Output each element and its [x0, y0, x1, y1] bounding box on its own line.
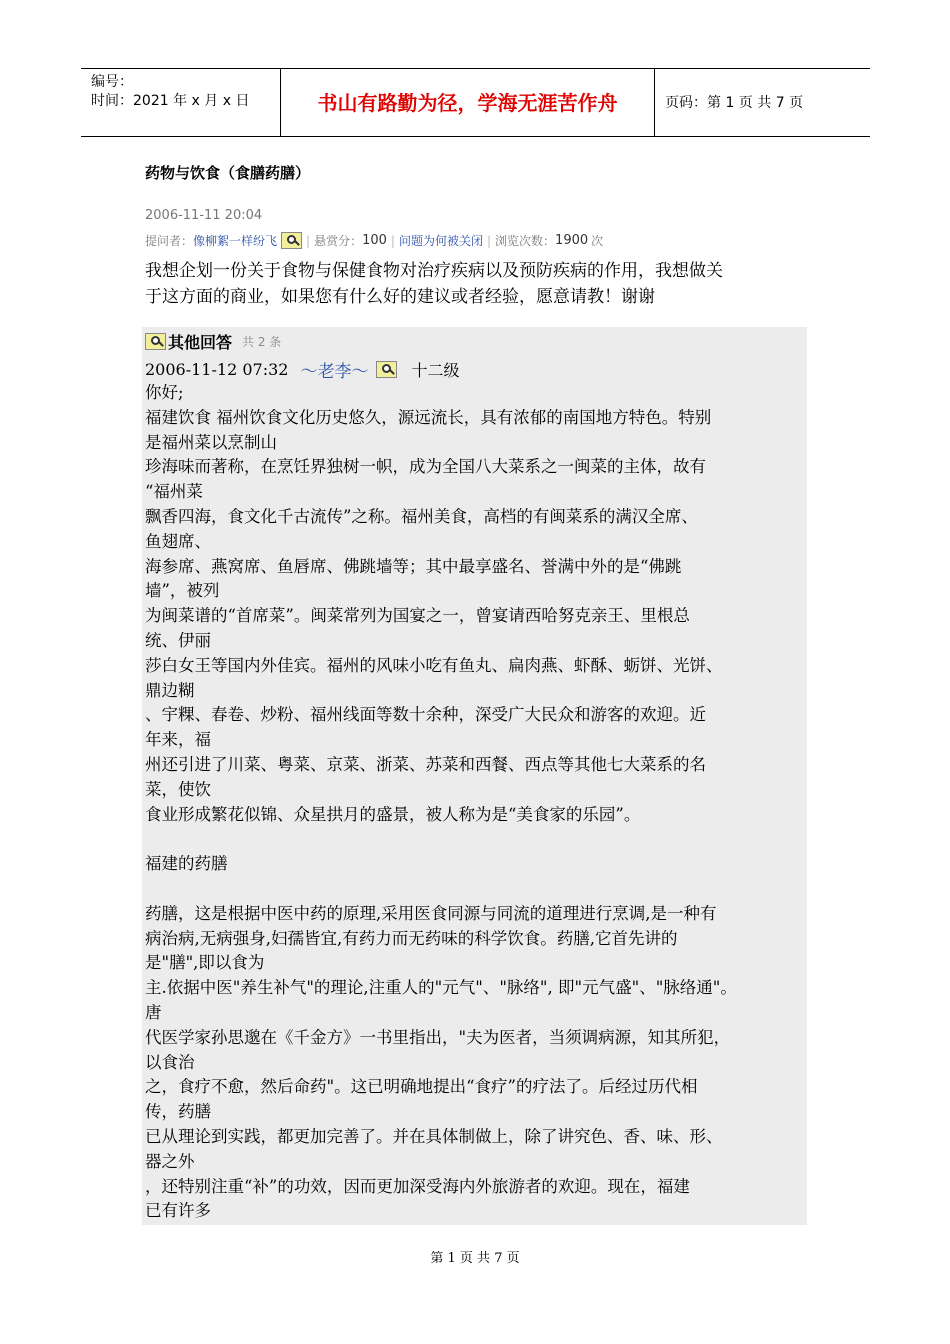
answer-line: 食业形成繁花似锦、众星拱月的盛景，被人称为是“美食家的乐园”。: [145, 804, 641, 824]
answer-line: 年来，福: [145, 730, 211, 750]
asker-label: 提问者：: [145, 234, 194, 248]
doc-time-label: 时间：2021 年 x 月 x 日: [91, 93, 250, 109]
reward-value: 100: [362, 233, 387, 248]
answer-line: 是"膳",即以食为: [145, 953, 265, 973]
answer-line: 珍海味而著称，在烹饪界独树一帜，成为全国八大菜系之一闽菜的主体，故有: [145, 457, 706, 477]
answer-user-level: 十二级: [411, 361, 460, 380]
answer-line: 已从理论到实践，都更加完善了。并在具体制做上，除了讲究色、香、味、形、: [145, 1126, 723, 1146]
answer-line: 莎白女王等国内外佳宾。福州的风味小吃有鱼丸、扁肉燕、虾酥、蛎饼、光饼、: [145, 655, 723, 675]
meta-divider: |: [486, 233, 492, 248]
answer-line: 鱼翅席、: [145, 531, 211, 551]
answer-spacer: [145, 877, 807, 902]
answer-line: 墙”，被列: [145, 581, 220, 601]
question-line: 于这方面的商业，如果您有什么好的建议或者经验，愿意请教！谢谢: [145, 287, 655, 307]
question-meta: [145, 232, 603, 249]
user-card-icon[interactable]: [281, 232, 302, 249]
views-unit: 次: [591, 234, 604, 248]
answer-line: 你好;: [145, 383, 184, 402]
user-card-icon[interactable]: [376, 361, 397, 378]
answer-line: 药膳，这是根据中医中药的原理,采用医食同源与同流的道理进行烹调,是一种有: [145, 903, 717, 923]
answer-line: 器之外: [145, 1151, 195, 1171]
doc-number-label: 编号：: [91, 74, 133, 90]
answer-line: 以食治: [145, 1052, 195, 1072]
header-page-cell: [655, 69, 870, 136]
answer-line: 之，食疗不愈，然后命药"。这已明确地提出“食疗”的疗法了。后经过历代相: [145, 1077, 698, 1097]
asker-link[interactable]: 像柳絮一样纷飞: [193, 234, 278, 248]
answer-line: 主.依据中医"养生补气"的理论,注重人的"元气"、"脉络", 即"元气盛"、"脉络通"。: [145, 978, 737, 998]
views-label: 浏览次数：: [495, 234, 556, 248]
answers-icon: [145, 333, 166, 350]
answer-line: 已有许多: [145, 1201, 211, 1221]
page-footer: 第 1 页 共 7 页: [430, 1251, 520, 1266]
answers-heading-row: [145, 330, 281, 353]
answer-line: 传，药膳: [145, 1102, 211, 1122]
answer-line: 菜，使饮: [145, 779, 211, 799]
answer-body: [145, 381, 807, 1224]
answers-panel: [142, 327, 807, 1225]
answer-line: 鼎边糊: [145, 680, 195, 700]
header-motto-cell: [281, 69, 655, 136]
answer-line: 代医学家孙思邈在《千金方》一书里指出，"夫为医者，当须调病源，知其所犯，: [145, 1027, 731, 1047]
reward-label: 悬赏分：: [314, 234, 363, 248]
answer-line: 是福州菜以烹制山: [145, 432, 277, 452]
question-line: 我想企划一份关于食物与保健食物对治疗疾病以及预防疾病的作用，我想做关: [145, 261, 723, 281]
answer-line: ，还特别注重“补”的功效，因而更加深受海内外旅游者的欢迎。现在，福建: [145, 1176, 690, 1196]
answer-user-link[interactable]: ～老李～: [300, 362, 369, 382]
meta-divider: |: [306, 233, 311, 248]
views-value: 1900: [555, 233, 589, 248]
header-motto: 书山有路勤为径，学海无涯苦作舟: [317, 91, 618, 115]
answer-line: 病治病,无病强身,妇孺皆宜,有药力而无药味的科学饮食。药膳,它首先讲的: [145, 928, 678, 948]
answer-line: 福建的药膳: [145, 854, 228, 874]
answer-line: 海参席、燕窝席、鱼唇席、佛跳墙等；其中最享盛名、誉满中外的是“佛跳: [145, 556, 682, 576]
answers-heading: 其他回答: [168, 333, 233, 352]
answer-line: “福州菜: [145, 482, 203, 502]
meta-divider: |: [390, 233, 395, 248]
answer-meta: [145, 357, 459, 382]
answer-line: 唐: [145, 1002, 162, 1022]
question-title: 药物与饮食（食膳药膳）: [145, 164, 311, 182]
document-header: [81, 68, 870, 137]
question-body: [145, 258, 805, 310]
answer-datetime: 2006-11-12 07:32: [145, 360, 289, 379]
answer-spacer: [145, 827, 807, 852]
closed-reason-link[interactable]: 问题为何被关闭: [398, 234, 483, 248]
answer-line: 州还引进了川菜、粤菜、京菜、浙菜、苏菜和西餐、西点等其他七大菜系的名: [145, 754, 706, 774]
answers-count: 共 2 条: [242, 335, 282, 349]
answer-line: 、宇粿、春卷、炒粉、福州线面等数十余种，深受广大民众和游客的欢迎。近: [145, 705, 706, 725]
answer-line: 统、伊丽: [145, 630, 211, 650]
answer-line: 飘香四海，食文化千古流传”之称。福州美食，高档的有闽菜系的满汉全席、: [145, 506, 698, 526]
answer-line: 福建饮食 福州饮食文化历史悠久，源远流长，具有浓郁的南国地方特色。特别: [145, 407, 712, 427]
header-meta-cell: [81, 69, 281, 136]
page-code: 页码：第 1 页 共 7 页: [665, 95, 804, 111]
answer-line: 为闽菜谱的“首席菜”。闽菜常列为国宴之一，曾宴请西哈努克亲王、里根总: [145, 606, 690, 626]
question-datetime: 2006-11-11 20:04: [145, 208, 263, 223]
